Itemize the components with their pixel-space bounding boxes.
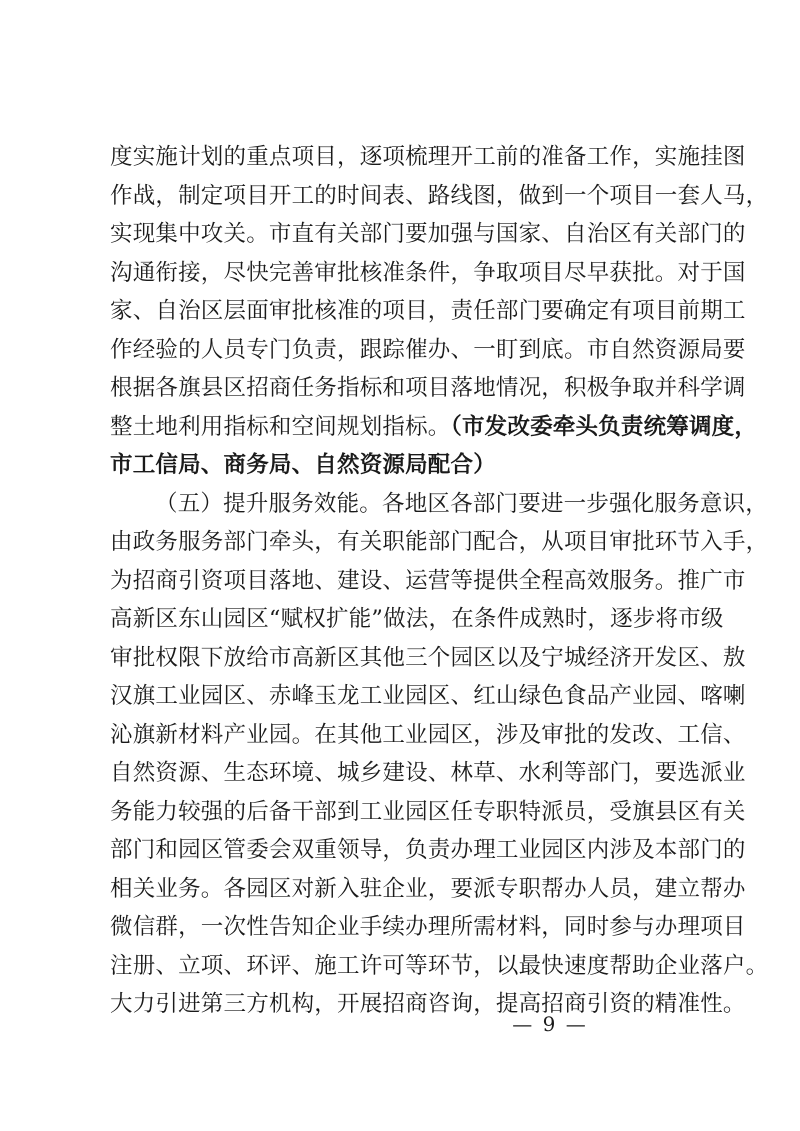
text-line: 实现集中攻关。市直有关部门要加强与国家、自治区有关部门的 xyxy=(110,221,746,247)
text-line: 汉旗工业园区、赤峰玉龙工业园区、红山绿色食品产业园、喀喇 xyxy=(110,683,746,709)
text-line: 沁旗新材料产业园。在其他工业园区，涉及审批的发改、工信、 xyxy=(110,721,746,748)
text-line: 由政务服务部门牵头，有关职能部门配合，从项目审批环节入手， xyxy=(110,529,769,555)
text-line: 沟通衔接，尽快完善审批核准条件，争取项目尽早获批。对于国 xyxy=(110,259,746,286)
text-run: 整土地利用指标和空间规划指标。 xyxy=(110,413,451,440)
text-line: 作经验的人员专门负责，跟踪催办、一盯到底。市自然资源局要 xyxy=(110,336,746,363)
section-heading: （五）提升服务效能。 xyxy=(155,490,383,517)
text-line: 务能力较强的后备干部到工业园区任专职特派员，受旗县区有关 xyxy=(110,798,746,825)
text-run: 各地区各部门要进一步强化服务意识， xyxy=(382,490,768,517)
text-line: 高新区东山园区“赋权扩能”做法，在条件成熟时，逐步将市级 xyxy=(110,606,724,632)
body-text xyxy=(110,138,769,1024)
page-number: — 9 — xyxy=(512,1012,588,1036)
text-line: 自然资源、生态环境、城乡建设、林草、水利等部门，要选派业 xyxy=(110,760,746,786)
text-line: 微信群，一次性告知企业手续办理所需材料，同时参与办理项目 xyxy=(110,914,746,940)
text-line: 部门和园区管委会双重领导，负责办理工业园区内涉及本部门的 xyxy=(110,837,746,863)
text-line: 度实施计划的重点项目，逐项梳理开工前的准备工作，实施挂图 xyxy=(110,144,746,170)
text-line: 注册、立项、环评、施工许可等环节，以最快速度帮助企业落户。 xyxy=(110,952,769,979)
text-line: 审批权限下放给市高新区其他三个园区以及宁城经济开发区、敖 xyxy=(110,644,746,671)
paragraph-first-line xyxy=(110,485,768,524)
text-line: 相关业务。各园区对新入驻企业，要派专职帮办人员，建立帮办 xyxy=(110,875,746,902)
text-line: 大力引进第三方机构，开展招商咨询，提高招商引资的精准性。 xyxy=(110,991,746,1017)
text-line: 家、自治区层面审批核准的项目，责任部门要确定有项目前期工 xyxy=(110,298,746,324)
responsibility-note: （市发改委牵头负责统筹调度， xyxy=(450,413,758,440)
text-line: 作战，制定项目开工的时间表、路线图，做到一个项目一套人马， xyxy=(110,182,769,209)
text-line: 为招商引资项目落地、建设、运营等提供全程高效服务。推广市 xyxy=(110,567,746,594)
text-line: 根据各旗县区招商任务指标和项目落地情况，积极争取并科学调 xyxy=(110,375,746,401)
text-line xyxy=(110,446,700,485)
text-line-mixed xyxy=(110,408,758,447)
responsibility-note: 市工信局、商务局、自然资源局配合） xyxy=(110,452,496,478)
